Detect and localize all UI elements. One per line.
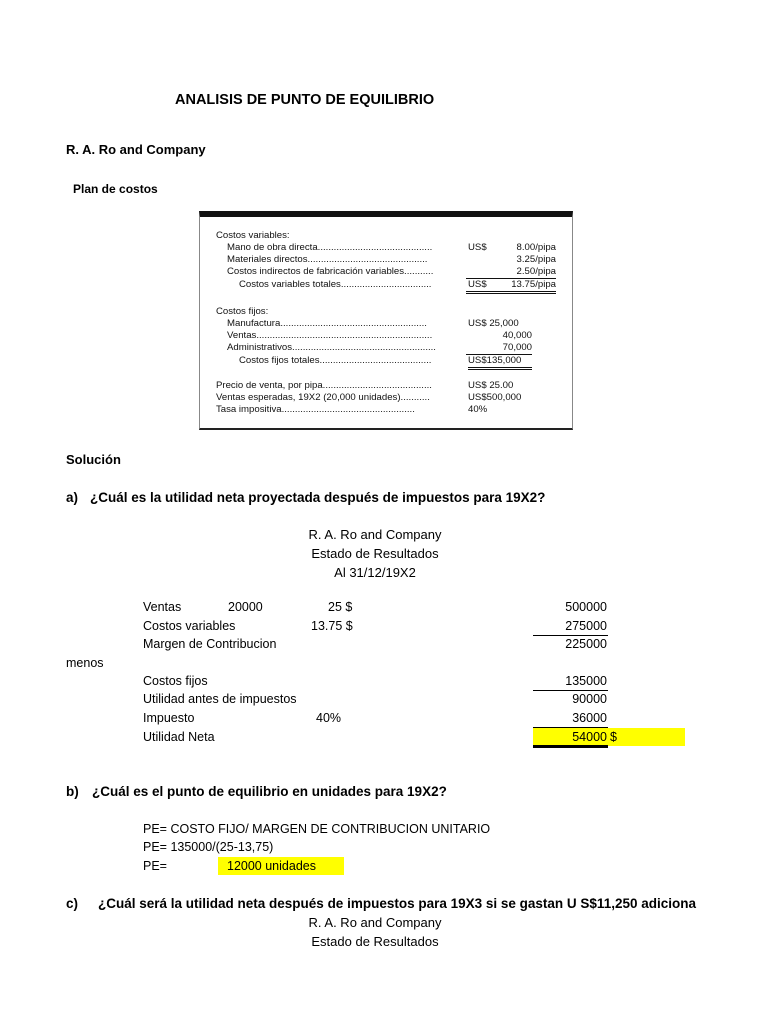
plan-label: Tasa impositiva.................................................. <box>216 404 415 415</box>
sales-price: 25 $ <box>328 600 353 614</box>
pretax-label: Utilidad antes de impuestos <box>143 692 297 706</box>
fixed-costs-value: 135000 <box>565 674 607 688</box>
statement-a-company: R. A. Ro and Company <box>308 527 442 542</box>
plan-total-label: Costos variables totales.................................. <box>239 279 432 290</box>
question-b-text: ¿Cuál es el punto de equilibrio en unidades para 19X2? <box>92 784 447 799</box>
subtotal-rule <box>533 690 608 691</box>
plan-total-value: US$135,000 <box>468 355 532 370</box>
plan-value: US$ 25,000 <box>468 318 519 329</box>
question-c-text: ¿Cuál será la utilidad neta después de impuestos para 19X3 si se gastan U S$11,250 adiciona <box>98 896 696 911</box>
plan-label: Precio de venta, por pipa......................................... <box>216 380 432 391</box>
plan-heading: Plan de costos <box>73 182 158 196</box>
plan-currency: US$ <box>468 279 487 290</box>
margin-label: Margen de Contribucion <box>143 637 277 651</box>
plan-value: 3.25/pipa <box>516 254 556 265</box>
plan-label: Materiales directos............................................. <box>227 254 428 265</box>
tax-rate: 40% <box>316 711 342 725</box>
plan-label: Manufactura....................................................... <box>227 318 427 329</box>
breakeven-result-value: 12000 unidades <box>227 859 316 873</box>
variable-costs-label: Costos variables <box>143 619 236 633</box>
plan-label: Ventas esperadas, 19X2 (20,000 unidades)........... <box>216 392 430 403</box>
plan-currency: US$ <box>468 242 487 253</box>
cost-plan-table <box>199 211 573 430</box>
solution-label: Solución <box>66 452 121 467</box>
plan-total-value: 13.75/pipa <box>466 279 556 294</box>
less-label: menos <box>66 656 104 670</box>
plan-value: 40% <box>468 404 488 415</box>
statement-a-date: Al 31/12/19X2 <box>334 565 416 580</box>
plan-value: 8.00/pipa <box>516 242 556 253</box>
pretax-value: 90000 <box>572 692 607 706</box>
company-name: R. A. Ro and Company <box>66 142 206 157</box>
net-income-label: Utilidad Neta <box>143 730 215 744</box>
breakeven-formula: PE= COSTO FIJO/ MARGEN DE CONTRIBUCION UNITARIO <box>143 822 491 836</box>
sales-label: Ventas <box>143 600 182 614</box>
tax-label: Impuesto <box>143 711 195 725</box>
statement-a-name: Estado de Resultados <box>311 546 439 561</box>
statement-c-name: Estado de Resultados <box>311 934 439 949</box>
statement-c-company: R. A. Ro and Company <box>308 915 442 930</box>
question-c-letter: c) <box>66 896 79 911</box>
fixed-costs-heading: Costos fijos: <box>216 306 269 317</box>
sales-units: 20000 <box>228 600 263 614</box>
plan-label: Costos indirectos de fabricación variables........... <box>227 266 434 277</box>
plan-value: 2.50/pipa <box>466 266 556 279</box>
net-income-value: 54000 <box>572 730 607 744</box>
plan-value: US$ 25.00 <box>468 380 514 391</box>
sales-value: 500000 <box>565 600 607 614</box>
plan-value: 40,000 <box>502 330 532 341</box>
subtotal-rule <box>533 635 608 636</box>
breakeven-result-label: PE= <box>143 859 167 873</box>
plan-value: US$500,000 <box>468 392 522 403</box>
plan-label: Ventas.................................................................. <box>227 330 433 341</box>
margin-value: 225000 <box>565 637 607 651</box>
page-title: ANALISIS DE PUNTO DE EQUILIBRIO <box>175 92 435 108</box>
total-rule <box>533 745 608 748</box>
question-a-letter: a) <box>66 490 79 505</box>
variable-costs-value: 275000 <box>565 619 607 633</box>
plan-total-label: Costos fijos totales.......................................... <box>239 355 432 366</box>
fixed-costs-label: Costos fijos <box>143 674 208 688</box>
tax-value: 36000 <box>572 711 607 725</box>
question-a-text: ¿Cuál es la utilidad neta proyectada después de impuestos para 19X2? <box>90 490 546 505</box>
plan-label: Administrativos...................................................... <box>227 342 436 353</box>
question-b-letter: b) <box>66 784 79 799</box>
net-income-currency: $ <box>610 730 617 744</box>
variable-costs-heading: Costos variables: <box>216 230 290 241</box>
plan-value: 70,000 <box>466 342 532 355</box>
plan-label: Mano de obra directa........................................... <box>227 242 433 253</box>
variable-cost-unit: 13.75 $ <box>311 619 353 633</box>
breakeven-calc: PE= 135000/(25-13,75) <box>143 840 274 854</box>
